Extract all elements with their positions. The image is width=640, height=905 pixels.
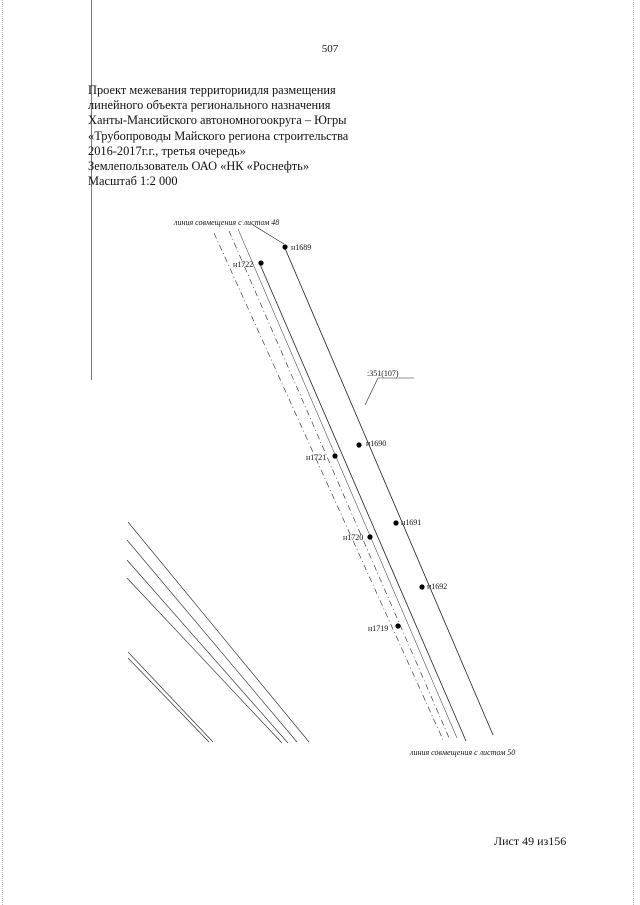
sheet-footer: Лист 49 из156 <box>494 834 567 848</box>
point-label: н1689 <box>291 243 312 252</box>
header-line: линейного объекта регионального назначения <box>88 98 331 113</box>
pipeline-axis-1 <box>229 231 450 740</box>
pipeline-axis-3 <box>238 229 457 738</box>
header-line: Масштаб 1:2 000 <box>88 174 178 189</box>
point-marker <box>395 623 400 628</box>
point-marker <box>367 534 372 539</box>
road-line-1 <box>128 522 309 742</box>
point-label: н1721 <box>306 453 327 462</box>
point-marker <box>356 442 361 447</box>
road-line-5 <box>128 652 213 742</box>
point-marker <box>282 244 287 249</box>
header-line: Проект межевания территориидля размещения <box>88 83 336 97</box>
point-label: н1719 <box>368 624 389 633</box>
top-match-leader <box>253 225 284 244</box>
road-line-3 <box>127 560 288 743</box>
top-match-line-label: линия совмещения с листом 48 <box>174 218 280 227</box>
parcel-leader <box>365 378 414 405</box>
boundary-line-left <box>259 262 466 741</box>
point-marker <box>332 453 337 458</box>
point-marker <box>258 260 263 265</box>
point-label: н1720 <box>343 533 364 542</box>
bottom-match-line-label: линия совмещения с листом 50 <box>410 748 516 757</box>
point-label: н1722 <box>233 260 254 269</box>
pipeline-axis-2 <box>214 233 444 742</box>
point-marker <box>393 520 398 525</box>
road-line-4 <box>127 578 282 743</box>
page-number: 507 <box>321 43 339 55</box>
point-marker <box>419 584 424 589</box>
header-line: 2016-2017г.г., третья очередь» <box>88 143 246 158</box>
road-line-6 <box>128 658 209 742</box>
point-label: н1691 <box>401 518 422 527</box>
header-line: Землепользователь ОАО «НК «Роснефть» <box>88 159 310 174</box>
header-line: Ханты-Мансийского автономногоокруга – Югры <box>88 113 347 128</box>
point-label: н1690 <box>366 439 387 448</box>
header-line: «Трубопроводы Майского региона строительства <box>88 128 349 143</box>
point-label: н1692 <box>427 582 448 591</box>
parcel-label: :351(107) <box>367 369 399 378</box>
boundary-line-right <box>284 246 493 735</box>
road-line-2 <box>127 540 297 742</box>
